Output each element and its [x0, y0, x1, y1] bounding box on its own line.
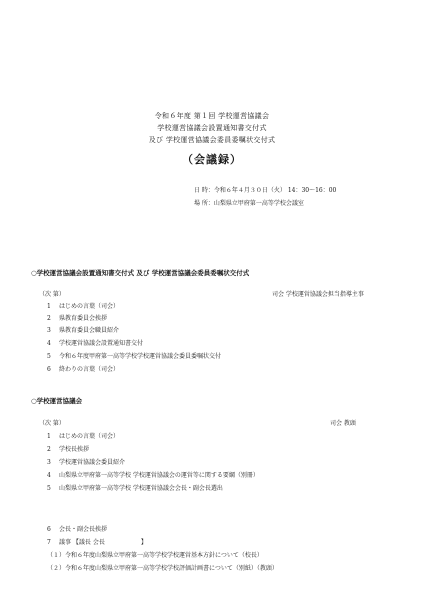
item-text: はじめの言葉（司会）	[59, 303, 120, 310]
agenda-label: （次 第）	[39, 291, 65, 298]
item-number: 2	[47, 446, 51, 453]
item-number: 1	[47, 303, 51, 310]
agenda-item	[47, 338, 143, 347]
agenda-item	[47, 457, 125, 466]
item-text: 学校運営協議会委員紹介	[59, 459, 126, 466]
item-number: 7	[47, 539, 51, 546]
agenda-item	[47, 524, 107, 533]
item-number: 3	[47, 327, 51, 334]
item-text: 山梨県立甲府第一高等学校 学校運営協議会の運営等に関する要綱（別冊）	[59, 472, 259, 479]
item-number: 1	[47, 433, 51, 440]
document-title: （会議録）	[182, 153, 242, 166]
item-text: 学校長挨拶	[59, 446, 90, 453]
agenda-item	[47, 483, 223, 492]
agenda-item	[47, 364, 119, 373]
item-text: 県教育委員会職員紹介	[59, 327, 120, 334]
header-line-3: 及び 学校運営協議会委員委嘱状交付式	[148, 136, 276, 144]
item-number: 3	[47, 459, 51, 466]
item-number: 6	[47, 366, 51, 373]
item-number: 4	[47, 340, 51, 347]
item-number: 5	[47, 353, 51, 360]
item-text: 終わりの言葉（司会）	[59, 366, 120, 373]
section-heading-council: ○学校運営協議会	[31, 397, 83, 405]
item-text: 県教育委員会挨拶	[59, 315, 108, 322]
item-text: 議事 【議長 会長 】	[59, 539, 147, 546]
section-heading-ceremony: ○学校運営協議会設置通知書交付式 及び 学校運営協議会委員委嘱状交付式	[31, 269, 250, 277]
header-line-1: 令和６年度 第１回 学校運営協議会	[154, 112, 270, 120]
agenda-item	[47, 313, 107, 322]
item-number: 5	[47, 485, 51, 492]
header-line-2: 学校運営協議会設置通知書交付式	[157, 124, 267, 132]
item-number: 4	[47, 472, 51, 479]
agenda-item	[47, 301, 119, 310]
item-number: 6	[47, 526, 51, 533]
meeting-date: 日 時：令和６年４月３０日（火） 14：30～16：00	[194, 187, 337, 194]
meeting-place: 場 所：山梨県立甲府第一高等学校会議室	[194, 200, 304, 207]
agenda-item	[47, 444, 89, 453]
moderator-label: 司会 学校運営協議会担当指導主事	[272, 291, 364, 298]
agenda-item	[47, 431, 119, 440]
item-text: はじめの言葉（司会）	[59, 433, 120, 440]
agenda-item	[47, 351, 221, 360]
item-text: 山梨県立甲府第一高等学校 学校運営協議会会長・副会長選出	[59, 485, 223, 492]
agenda-item	[47, 325, 119, 334]
item-text: 学校運営協議会設置通知書交付	[59, 340, 144, 347]
agenda-subitem: （１）令和６年度山梨県立甲府第一高等学校学校運営基本方針について（校長）	[47, 552, 263, 559]
item-text: 令和６年度甲府第一高等学校学校運営協議会委員委嘱状交付	[59, 353, 222, 360]
agenda-label: （次 第）	[39, 420, 65, 427]
moderator-label: 司会 教頭	[330, 420, 356, 427]
agenda-subitem: （２）令和６年度山梨県立甲府第一高等学校学校評価計画書について（別紙）（教頭）	[47, 565, 278, 572]
agenda-item	[47, 537, 147, 546]
agenda-item	[47, 470, 259, 479]
item-text: 会長・副会長挨拶	[59, 526, 108, 533]
item-number: 2	[47, 315, 51, 322]
